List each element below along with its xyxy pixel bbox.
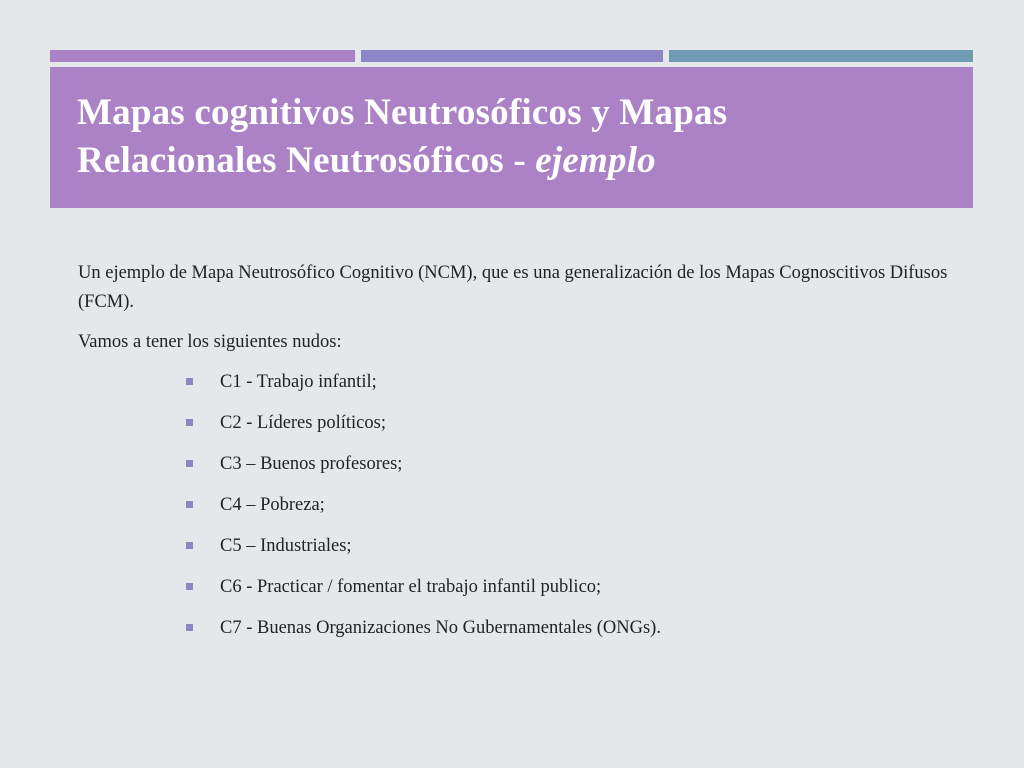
- accent-bar-teal: [669, 50, 973, 62]
- list-item-text: C4 – Pobreza;: [220, 495, 325, 515]
- list-item: [186, 614, 978, 643]
- list-item-text: C2 - Líderes políticos;: [220, 413, 386, 433]
- square-bullet-icon: [186, 378, 193, 385]
- list-item-text: C5 – Industriales;: [220, 536, 352, 556]
- list-item: [186, 573, 978, 602]
- square-bullet-icon: [186, 419, 193, 426]
- slide-body: [78, 259, 978, 655]
- square-bullet-icon: [186, 460, 193, 467]
- accent-bar-purple: [50, 50, 355, 62]
- slide-title-italic: ejemplo: [535, 140, 656, 181]
- list-item-text: C7 - Buenas Organizaciones No Gubernamentales (ONGs).: [220, 618, 661, 638]
- list-item-text: C3 – Buenos profesores;: [220, 454, 403, 474]
- intro-paragraph: Un ejemplo de Mapa Neutrosófico Cognitivo (NCM), que es una generalización de los Mapas Cognoscitivos Difusos (FCM).: [78, 263, 948, 312]
- square-bullet-icon: [186, 583, 193, 590]
- slide-title-line-2: Relacionales Neutrosóficos -: [77, 140, 536, 181]
- list-item: [186, 450, 978, 479]
- accent-bar-violet: [361, 50, 663, 62]
- list-item: [186, 409, 978, 438]
- square-bullet-icon: [186, 624, 193, 631]
- square-bullet-icon: [186, 501, 193, 508]
- list-item-text: C6 - Practicar / fomentar el trabajo infantil publico;: [220, 577, 602, 597]
- slide-title: [77, 89, 953, 185]
- list-item: [186, 368, 978, 397]
- slide-title-line-1: Mapas cognitivos Neutrosóficos y Mapas: [77, 92, 728, 133]
- title-box: [50, 67, 973, 208]
- nodes-intro-paragraph: Vamos a tener los siguientes nudos:: [78, 332, 342, 352]
- square-bullet-icon: [186, 542, 193, 549]
- list-item-text: C1 - Trabajo infantil;: [220, 372, 377, 392]
- node-list: [78, 368, 978, 643]
- list-item: [186, 532, 978, 561]
- list-item: [186, 491, 978, 520]
